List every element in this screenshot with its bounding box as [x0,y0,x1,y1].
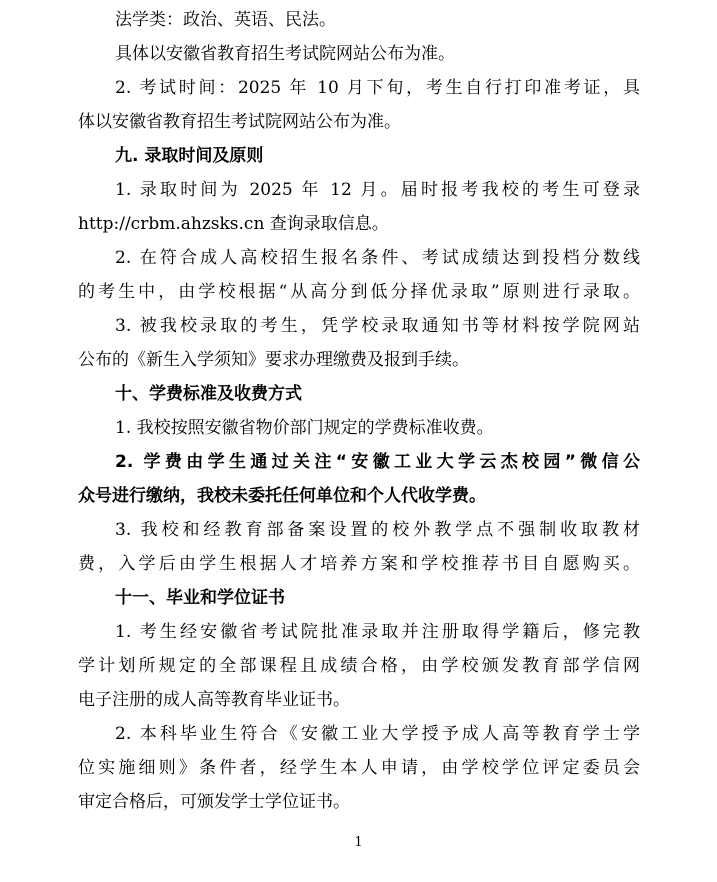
text-line: http://crbm.ahzsks.cn 查询录取信息。 [78,214,389,234]
bold-text-line: 2. 学费由学生通过关注“安徽工业大学云杰校园”微信公 [115,452,640,472]
text-line: 2. 考试时间：2025 年 10 月下旬，考生自行打印准考证，具 [115,78,640,98]
page-number: 1 [354,835,363,850]
text-line: 位实施细则》条件者，经学生本人申请，由学校学位评定委员会 [78,758,640,778]
text-line: 审定合格后，可颁发学士学位证书。 [78,792,350,812]
text-line: 2. 本科毕业生符合《安徽工业大学授予成人高等教育学士学 [115,724,640,744]
section-heading: 十一、毕业和学位证书 [115,588,285,608]
text-line: 法学类：政治、英语、民法。 [115,10,336,30]
text-line: 3. 我校和经教育部备案设置的校外教学点不强制收取教材 [115,520,640,540]
text-line: 体以安徽省教育招生考试院网站公布为准。 [78,112,401,132]
text-line: 2. 在符合成人高校招生报名条件、考试成绩达到投档分数线 [115,248,640,268]
text-line: 电子注册的成人高等教育毕业证书。 [78,690,350,710]
section-heading: 十、学费标准及收费方式 [115,384,302,404]
text-line: 1. 我校按照安徽省物价部门规定的学费标准收费。 [115,418,494,438]
text-line: 1. 录取时间为 2025 年 12 月。届时报考我校的考生可登录 [115,180,640,200]
text-line: 学计划所规定的全部课程且成绩合格，由学校颁发教育部学信网 [78,656,640,676]
text-line: 1. 考生经安徽省考试院批准录取并注册取得学籍后，修完教 [115,622,640,642]
text-line: 公布的《新生入学须知》要求办理缴费及报到手续。 [78,350,469,370]
text-line: 费，入学后由学生根据人才培养方案和学校推荐书目自愿购买。 [78,554,640,574]
text-line: 具体以安徽省教育招生考试院网站公布为准。 [115,44,455,64]
text-line: 的考生中，由学校根据“从高分到低分择优录取”原则进行录取。 [78,282,640,302]
section-heading: 九. 录取时间及原则 [115,146,264,166]
bold-text-line: 众号进行缴纳，我校未委托任何单位和个人代收学费。 [78,486,486,506]
text-line: 3. 被我校录取的考生，凭学校录取通知书等材料按学院网站 [115,316,640,336]
